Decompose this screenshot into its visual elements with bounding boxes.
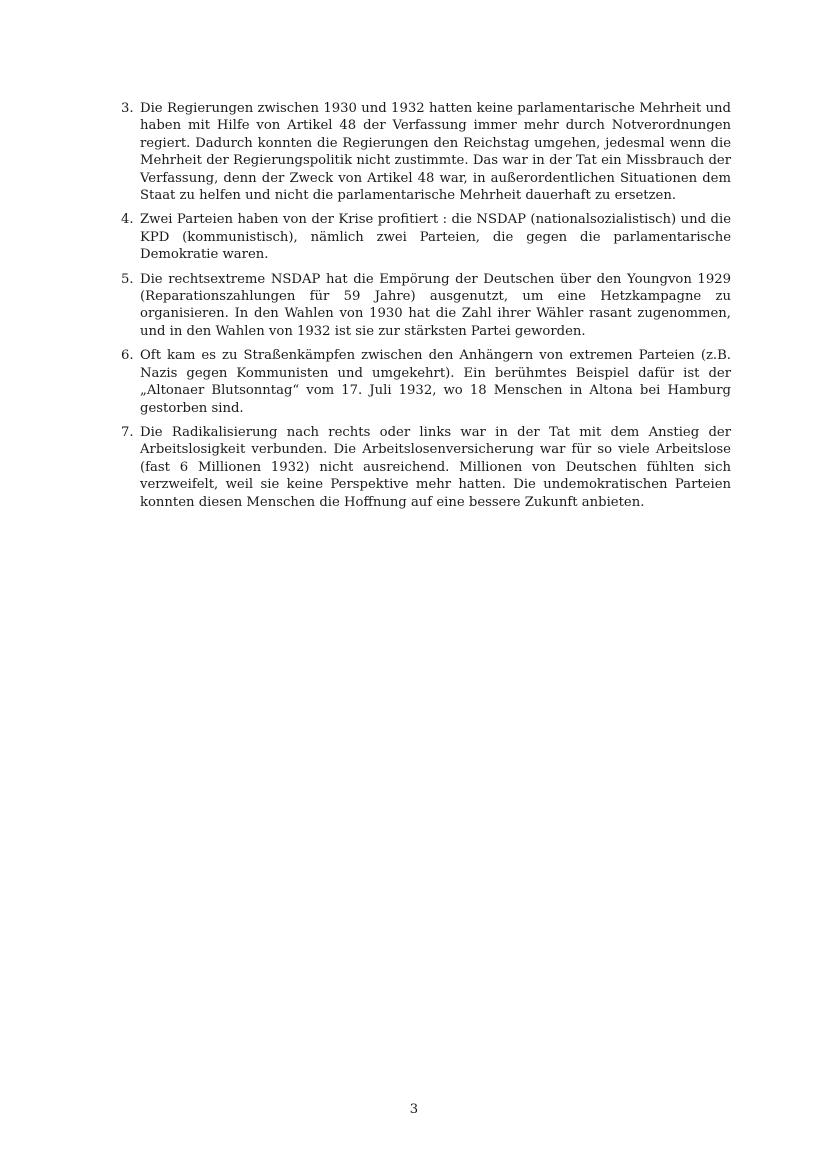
item-text: Die rechtsextreme NSDAP hat die Empörung der Deutschen über den Youngvon 1929 (Reparationszahlungen für 59 Jahre) ausgenutzt, um eine Hetzkampagne zu organisieren. In den Wahlen von 1930 hat die Zahl ihrer Wähler rasant zugenommen, und in den Wahlen von 1932 ist sie zur stärksten Partei geworden. bbox=[140, 271, 731, 339]
list-item bbox=[121, 211, 731, 263]
item-number: 4. bbox=[121, 212, 134, 228]
list-item bbox=[121, 100, 731, 204]
item-text: Zwei Parteien haben von der Krise profitiert : die NSDAP (nationalsozialistisch) und die KPD (kommunistisch), nämlich zwei Parteien, die gegen die parlamentarische Demokratie waren. bbox=[140, 212, 731, 263]
item-text: Die Regierungen zwischen 1930 und 1932 hatten keine parlamentarische Mehrheit und haben mit Hilfe von Artikel 48 der Verfassung immer mehr durch Notverordnungen regiert. Dadurch konnten die Regierungen den Reichstag umgehen, jedesmal wenn die Mehrheit der Regierungspolitik nicht zustimmte. Das war in der Tat ein Missbrauch der Verfassung, denn der Zweck von Artikel 48 war, in außerordentlichen Situationen dem Staat zu helfen und nicht die parlamentarische Mehrheit dauerhaft zu ersetzen. bbox=[140, 101, 731, 204]
item-number: 5. bbox=[121, 271, 134, 287]
list-item bbox=[121, 347, 731, 417]
item-text: Die Radikalisierung nach rechts oder links war in der Tat mit dem Anstieg der Arbeitslosigkeit verbunden. Die Arbeitslosenversicherung war für so viele Arbeitslose (fast 6 Millionen 1932) nicht ausreichend. Millionen von Deutschen fühlten sich verzweifelt, weil sie keine Perspektive mehr hatten. Die undemokratischen Parteien konnten diesen Menschen die Hoffnung auf eine bessere Zukunft anbieten. bbox=[140, 424, 731, 510]
page-number: 3 bbox=[409, 1102, 419, 1117]
item-number: 7. bbox=[121, 424, 134, 440]
item-number: 6. bbox=[121, 348, 134, 364]
list-item bbox=[121, 271, 731, 341]
numbered-list bbox=[121, 100, 731, 518]
item-text: Oft kam es zu Straßenkämpfen zwischen den Anhängern von extremen Parteien (z.B. Nazis gegen Kommunisten und umgekehrt). Ein berühmtes Beispiel dafür ist der „Altonaer Blutsonntag“ vom 17. Juli 1932, wo 18 Menschen in Altona bei Hamburg gestorben sind. bbox=[140, 348, 731, 416]
list-item bbox=[121, 424, 731, 511]
item-number: 3. bbox=[121, 101, 134, 116]
